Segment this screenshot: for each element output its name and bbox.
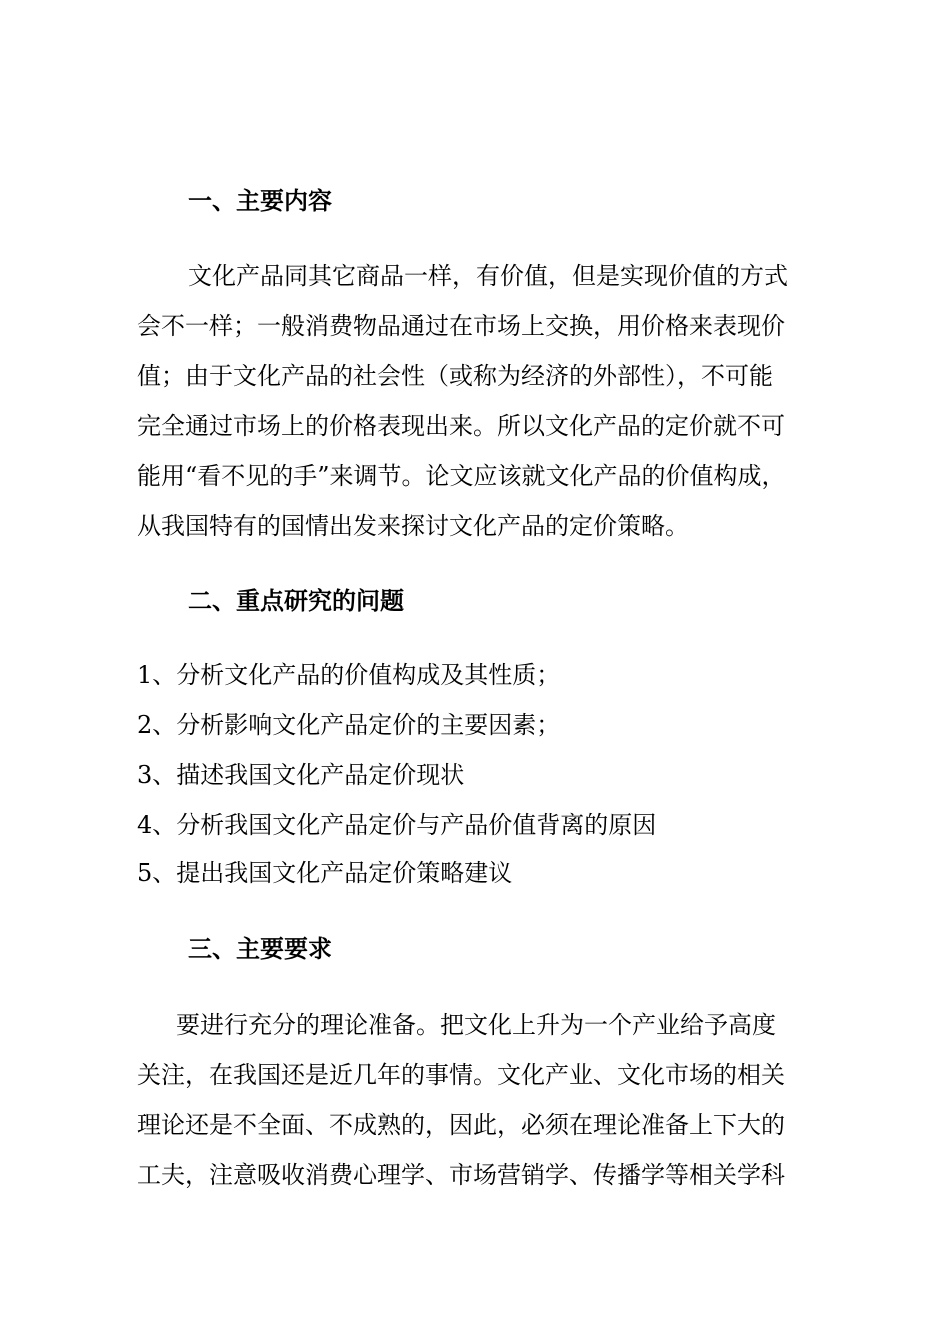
- paragraph-line: 从我国特有的国情出发来探讨文化产品的定价策略。: [137, 512, 689, 540]
- paragraph-line: 能用“看不见的手”来调节。论文应该就文化产品的价值构成，: [137, 462, 786, 490]
- paragraph-line: 完全通过市场上的价格表现出来。所以文化产品的定价就不可: [137, 412, 785, 440]
- list-item: 2、分析影响文化产品定价的主要因素；: [137, 711, 561, 739]
- section-heading-main-content: 一、主要内容: [188, 186, 332, 215]
- paragraph-line: 工夫，注意吸收消费心理学、市场营销学、传播学等相关学科: [137, 1161, 785, 1189]
- paragraph-line: 会不一样；一般消费物品通过在市场上交换，用价格来表现价: [137, 312, 785, 340]
- list-item: 1、分析文化产品的价值构成及其性质；: [137, 661, 561, 689]
- section-heading-key-problems: 二、重点研究的问题: [188, 586, 404, 615]
- list-item: 5、提出我国文化产品定价策略建议: [137, 859, 513, 887]
- paragraph-line: 文化产品同其它商品一样，有价值，但是实现价值的方式: [188, 262, 788, 290]
- list-item: 3、描述我国文化产品定价现状: [137, 761, 465, 789]
- paragraph-line: 值；由于文化产品的社会性（或称为经济的外部性），不可能: [137, 362, 773, 390]
- paragraph-line: 关注，在我国还是近几年的事情。文化产业、文化市场的相关: [137, 1061, 785, 1089]
- paragraph-line: 理论还是不全面、不成熟的，因此，必须在理论准备上下大的: [137, 1111, 785, 1139]
- list-item: 4、分析我国文化产品定价与产品价值背离的原因: [137, 811, 657, 839]
- paragraph-line: 要进行充分的理论准备。把文化上升为一个产业给予高度: [176, 1011, 776, 1039]
- section-heading-main-requirements: 三、主要要求: [188, 934, 332, 963]
